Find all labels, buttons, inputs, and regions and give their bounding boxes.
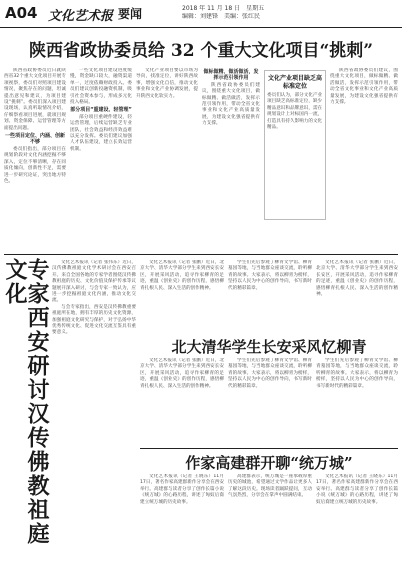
story4-paragraph: 高建群表示，统万城是一座承载厚重历史的城池，希望通过文学作品让更多人了解这段历史。现场读者踊跃提问，互动气氛热烈，分享会在掌声中圆满结束。: [228, 474, 312, 499]
story4-paragraph: 文化艺术报讯（记者 王晓东）11月17日，著名作家高建群新作分享会在西安举行。高建群与读者分享了创作长篇小说《统万城》的心路历程，讲述了匈奴后裔建立统万城的历史故事。: [140, 474, 224, 505]
story1-paragraph: 陕西省政协委员们建议，围绕重大文化项目，做标做精、做活做活，发挥示范引领作用，带动全省文化事业和文化产业高质量发展，为建设文化强省提供有力支撑。: [330, 68, 398, 106]
story4-col2: [228, 474, 312, 558]
story3-col1: [140, 358, 224, 446]
lead-headline: 陕西省政协委员给 32 个重大文化项目“挑刺”: [28, 41, 374, 61]
story2-col1: [52, 260, 136, 558]
story3-paragraph: 文化艺术报讯（记者 张鹏）近日，北京大学、清华大学部分学生来到西安长安区，开展采风活动，追寻作家柳青的足迹，重温《创业史》的创作历程，感悟柳青扎根人民、深入生活的创作精神。: [140, 358, 224, 389]
section-name: 要闻: [118, 7, 143, 21]
story1-paragraph: 委员们指出，部分项目在规划阶段对文化内涵挖掘不够深入，定位不够清晰，存在同质化倾向，创新性不足，需要进一步研究论证，突出地方特色。: [4, 146, 66, 184]
story3-paragraph: 学生们先后参观了柳青文学馆、柳青墓园等地，与当地群众座谈交流，聆听柳青的故事。大家表示，将以柳青为榜样，坚持以人民为中心的创作导向，书写新时代的精彩篇章。: [228, 358, 312, 389]
story1-col5: [330, 68, 398, 250]
story3-col3: [316, 358, 398, 446]
editors: 编辑：刘建锋 美编：张红民: [182, 13, 261, 20]
masthead-meta: [182, 5, 302, 21]
story1-paragraph: 文化产业项目要以市场为导向，找准定位，讲好陕西故事，增强文化自信，推动文化事业和文化产业协调发展，提升陕西文化软实力。: [136, 68, 198, 99]
story4-paragraph: 文化艺术报讯（记者 王晓东）11月17日，著名作家高建群新作分享会在西安举行。高建群与读者分享了创作长篇小说《统万城》的心路历程，讲述了匈奴后裔建立统万城的历史故事。: [316, 474, 398, 505]
story4-headline: 作家高建群开聊“统万城”: [185, 454, 353, 472]
story1-col1: [4, 68, 66, 250]
story1-col4: [202, 68, 260, 250]
page-number: A04: [5, 4, 38, 22]
issue-date: 2018 年 11 月 18 日 星期五: [182, 5, 265, 12]
masthead: [0, 0, 402, 28]
sidebar-box: [264, 70, 326, 220]
vertical-headline: 专家西安研讨汉传佛教祖庭文化: [2, 258, 50, 546]
story-divider: [140, 448, 398, 449]
story3-paragraph: 学生们先后参观了柳青文学馆、柳青墓园等地，与当地群众座谈交流，聆听柳青的故事。大家表示，将以柳青为榜样，坚持以人民为中心的创作导向，书写新时代的精彩篇章。: [316, 358, 398, 389]
story2-paragraph: 与会专家指出，西安是汉传佛教重要祖庭所在地，拥有丰厚的历史文化资源，加强祖庭文化研究与保护，对于弘扬中华优秀传统文化、促进文化交流互鉴具有重要意义。: [52, 304, 136, 336]
story3-upper-col3: [316, 260, 398, 332]
story3-upper-col1: [140, 260, 224, 332]
story1-paragraph: 一些文化项目建设进度缓慢，资金缺口较大，融资渠道单一，过度依赖财政投入。委员们建议创新投融资机制，吸引社会资本参与，形成多元化投入格局。: [70, 68, 132, 106]
story1-paragraph: 陕西省政协委员们建议，围绕重大文化项目，做标做精、做活做活，发挥示范引领作用，带动全省文化事业和文化产业高质量发展，为建设文化强省提供有力支撑。: [202, 82, 260, 127]
section-divider: [4, 254, 398, 255]
story3-paragraph: 文化艺术报讯（记者 张鹏）近日，北京大学、清华大学部分学生来到西安长安区，开展采风活动，追寻作家柳青的足迹，重温《创业史》的创作历程，感悟柳青扎根人民、深入生活的创作精神。: [316, 260, 398, 298]
story3-paragraph: 文化艺术报讯（记者 张鹏）近日，北京大学、清华大学部分学生来到西安长安区，开展采风活动，追寻作家柳青的足迹，重温《创业史》的创作历程，感悟柳青扎根人民、深入生活的创作精神。: [140, 260, 224, 291]
story1-subhead: 做标做精、做活做活，发挥示范引领作用: [203, 69, 259, 82]
story4-col1: [140, 474, 224, 558]
story1-paragraph: 陕西省政协委员近日就陕西省32个重大文化项目开展专项视察，委员们对照项目建设情况，聚焦存在的问题，坦诚提出意见和建议，为项目建设“挑刺”。委员们深入项目建设现场，认真听取情况介绍，仔细察看项目进展，就项目规划、资金保障、运营管理等方面提出问题。: [4, 68, 66, 131]
story1-paragraph: 部分项目重硬件建设，轻运营管理，后续运营缺乏专业团队，社会效益和经济效益难以充分发挥。委员们建议加强人才队伍建设，建立长效运营机制。: [70, 114, 132, 152]
story2-paragraph: 文化艺术报讯（记者 张伟东）近日，汉传佛教祖庭文化学术研讨会在西安召开。来自全国各地的专家学者围绕汉传佛教祖庭的历史、文化价值及保护传承等议题展开深入研讨，与会专家一致认为，应进一步挖掘祖庭文化内涵，推动文化交流。: [52, 260, 136, 304]
sidebar-box-title: 文化产业项目缺乏高标准定位: [267, 75, 322, 90]
story1-subhead: 一些项目定位、内涵、创新不够: [4, 133, 65, 146]
story3-col2: [228, 358, 312, 446]
story1-subhead: 部分项目“重建设、轻管理”: [70, 107, 132, 114]
story3-paragraph: 学生们先后参观了柳青文学馆、柳青墓园等地，与当地群众座谈交流，聆听柳青的故事。大家表示，将以柳青为榜样，坚持以人民为中心的创作导向，书写新时代的精彩篇章。: [228, 260, 312, 291]
sidebar-box-text: 委员们认为，部分文化产业项目缺乏高标准定位，缺少精品意识和品牌意识，需在规划设计上对标国内一流，打造具有持久影响力的文化精品。: [267, 93, 323, 131]
paper-name: 文化艺术报: [48, 9, 114, 24]
story1-col3: [136, 68, 198, 250]
story3-headline: 北大清华学生长安采风忆柳青: [171, 338, 367, 356]
story4-col3: [316, 474, 398, 558]
story1-col2: [70, 68, 132, 250]
story3-upper-col2: [228, 260, 312, 332]
